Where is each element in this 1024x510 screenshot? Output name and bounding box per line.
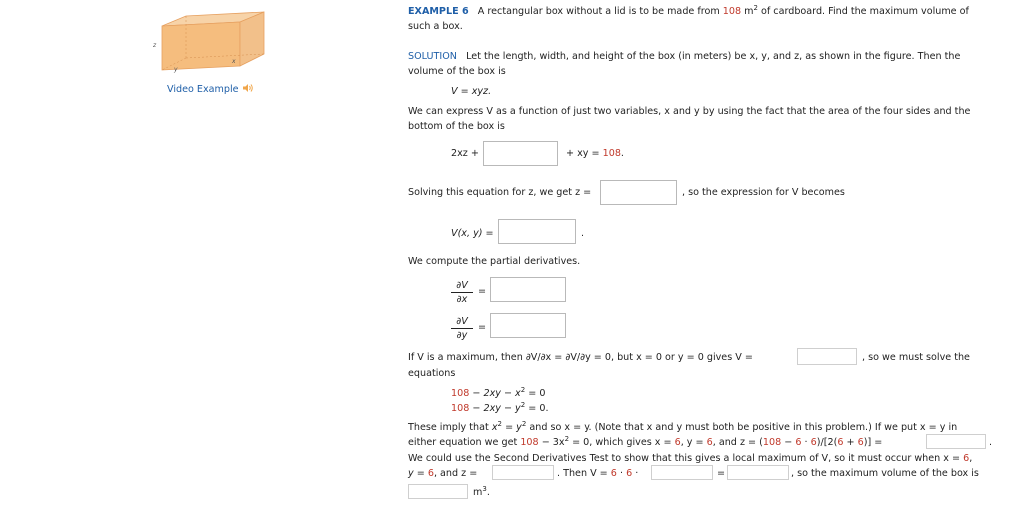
example-text-c: of cardboard. Find the maximum volume of bbox=[761, 6, 969, 17]
imply-l2c: − 3x bbox=[541, 437, 565, 448]
figure-label-y: y bbox=[174, 66, 178, 73]
eq1-suffix: + xy = bbox=[566, 148, 600, 159]
imply-l3e: , bbox=[969, 453, 973, 464]
imply-l2k: 6 bbox=[795, 437, 802, 448]
solving-text: Solving this equation for z, we get z = bbox=[408, 187, 592, 198]
v-zero-input[interactable] bbox=[797, 348, 857, 365]
partial-y-num: ∂V bbox=[451, 316, 473, 329]
imply-line4a bbox=[408, 468, 477, 479]
imply-l2l: · bbox=[804, 437, 808, 448]
solution-line1 bbox=[408, 51, 960, 62]
imply-l4c: , and z = bbox=[433, 468, 478, 479]
imply-line1 bbox=[408, 422, 957, 433]
imply-l1a: These imply that bbox=[408, 422, 489, 433]
vxy-label: V(x, y) = bbox=[451, 228, 494, 239]
ifmax-suffix: , so we must solve the bbox=[862, 352, 970, 363]
imply-l4b: 6 bbox=[427, 468, 434, 479]
example-line2: such a box. bbox=[408, 21, 463, 32]
imply-l4i: = bbox=[717, 468, 726, 479]
solution-text1: Let the length, width, and height of the box (in meters) be x, y, and z, as shown in the figure. Then the bbox=[466, 51, 961, 62]
eq2-sup: 2 bbox=[520, 401, 526, 409]
imply-l2g: 6 bbox=[706, 437, 713, 448]
imply-l5sup: 3 bbox=[482, 485, 487, 493]
z-final-input[interactable] bbox=[492, 465, 554, 480]
imply-l2h: , and z = ( bbox=[712, 437, 763, 448]
imply-line4b bbox=[557, 468, 638, 479]
eq1-period: . bbox=[620, 148, 624, 159]
vxy-period: . bbox=[581, 228, 585, 239]
box-figure bbox=[150, 8, 270, 78]
z-value-input[interactable] bbox=[926, 434, 986, 449]
max-volume-input[interactable] bbox=[408, 484, 468, 499]
video-example-link[interactable] bbox=[167, 83, 254, 95]
imply-l2-sup: 2 bbox=[564, 435, 570, 443]
example-label: EXAMPLE 6 bbox=[408, 6, 469, 17]
volume-formula: V = xyz. bbox=[451, 86, 492, 97]
imply-line2 bbox=[408, 437, 882, 448]
partial-x-eq: = bbox=[478, 286, 487, 297]
eq1-value: 108 bbox=[602, 148, 621, 159]
imply-l2n: )/[2( bbox=[816, 437, 838, 448]
imply-l2j: − bbox=[784, 437, 793, 448]
eq1-suffix-wrap bbox=[566, 148, 624, 159]
imply-l2p: + bbox=[846, 437, 855, 448]
partial-x-den: ∂x bbox=[456, 294, 468, 305]
partial-v-x bbox=[451, 280, 473, 305]
eq1-prefix: 2xz + bbox=[451, 148, 479, 159]
imply-l3v: 6 bbox=[963, 453, 970, 464]
eq2-end: = 0. bbox=[528, 403, 549, 414]
imply-l4h: · bbox=[635, 468, 639, 479]
imply-l2r: )] = bbox=[863, 437, 883, 448]
imply-l2b: 108 bbox=[520, 437, 539, 448]
v-factor-input[interactable] bbox=[651, 465, 713, 480]
vxy-input[interactable] bbox=[498, 219, 576, 244]
speaker-icon bbox=[242, 83, 254, 93]
solving-suffix: , so the expression for V becomes bbox=[682, 187, 845, 198]
solution-line2: volume of the box is bbox=[408, 66, 506, 77]
express-line1: We can express V as a function of just two variables, x and y by using the fact that the area of the four sides and the bbox=[408, 106, 971, 117]
eq1-108: 108 bbox=[451, 388, 470, 399]
imply-l1-sup2: 2 bbox=[521, 420, 527, 428]
imply-l2a: either equation we get bbox=[408, 437, 518, 448]
imply-l2o: 6 bbox=[837, 437, 844, 448]
imply-l2q: 6 bbox=[857, 437, 864, 448]
ifmax-line2: equations bbox=[408, 368, 456, 379]
ifmax-text: If V is a maximum, then ∂V/∂x = ∂V/∂y = 0, but x = 0 or y = 0 gives V = bbox=[408, 352, 753, 363]
imply-l4e: 6 bbox=[610, 468, 617, 479]
imply-l5end: . bbox=[486, 487, 490, 498]
figure-label-z: z bbox=[153, 42, 157, 49]
imply-l1-sup: 2 bbox=[497, 420, 502, 428]
imply-l4f: · bbox=[619, 468, 624, 479]
imply-l4g: 6 bbox=[626, 468, 633, 479]
imply-l5: m bbox=[473, 487, 483, 498]
imply-l2m: 6 bbox=[810, 437, 817, 448]
imply-l1b: x bbox=[491, 422, 498, 433]
imply-l2f: , y = bbox=[680, 437, 704, 448]
imply-line3 bbox=[408, 453, 972, 464]
eq2-rest: − 2xy − y bbox=[472, 403, 521, 414]
solution-label: SOLUTION bbox=[408, 51, 457, 62]
imply-l2i: 108 bbox=[762, 437, 782, 448]
imply-l4j: , so the maximum volume of the box is bbox=[791, 468, 979, 479]
video-example-label: Video Example bbox=[167, 84, 239, 95]
eq1-sup: 2 bbox=[520, 386, 526, 394]
imply-l4d: . Then V = bbox=[557, 468, 608, 479]
example-text-b: m bbox=[744, 6, 754, 17]
compute-text: We compute the partial derivatives. bbox=[408, 256, 581, 267]
express-line2: bottom of the box is bbox=[408, 121, 505, 132]
partial-x-input[interactable] bbox=[490, 277, 566, 302]
imply-l2s: . bbox=[989, 437, 993, 448]
partial-x-num: ∂V bbox=[451, 280, 473, 293]
partial-y-den: ∂y bbox=[456, 330, 468, 341]
imply-l1c: = y bbox=[505, 422, 522, 433]
eq1-end: = 0 bbox=[528, 388, 546, 399]
imply-line5 bbox=[473, 487, 490, 498]
partial-y-eq: = bbox=[478, 322, 487, 333]
imply-l4a: y = bbox=[408, 468, 425, 479]
example-line1 bbox=[408, 6, 969, 17]
eq1-rest: − 2xy − x bbox=[472, 388, 521, 399]
figure-label-x: x bbox=[232, 58, 236, 65]
partial-y-input[interactable] bbox=[490, 313, 566, 338]
imply-l2d: = 0, which gives x = bbox=[572, 437, 672, 448]
v-product-input[interactable] bbox=[727, 465, 789, 480]
box-illustration-icon bbox=[150, 8, 270, 78]
area-value: 108 bbox=[722, 6, 742, 17]
equation-1 bbox=[451, 388, 545, 399]
example-text-a: A rectangular box without a lid is to be made from bbox=[477, 6, 720, 17]
z-expression-input[interactable] bbox=[600, 180, 677, 205]
area-sup: 2 bbox=[753, 4, 758, 12]
equation-2 bbox=[451, 403, 549, 414]
eq2-108: 108 bbox=[451, 403, 470, 414]
sides-area-input[interactable] bbox=[483, 141, 558, 166]
imply-l3: We could use the Second Derivatives Test to show that this gives a local maximum of V, so it must occur when x = bbox=[408, 453, 961, 464]
partial-v-y bbox=[451, 316, 473, 341]
imply-l1d: and so x = y. (Note that x and y must both be positive in this problem.) If we put x = y in bbox=[529, 422, 958, 433]
imply-l2e: 6 bbox=[674, 437, 681, 448]
